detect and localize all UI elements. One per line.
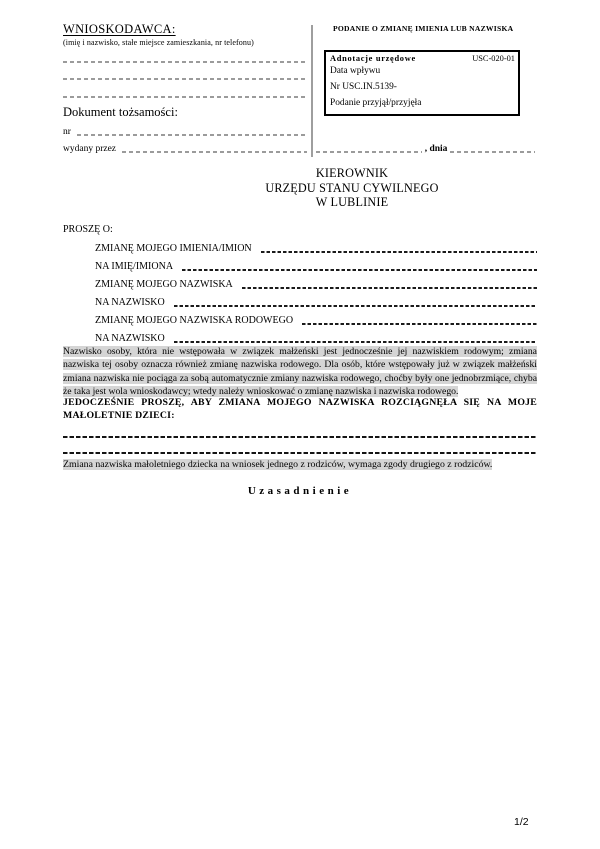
request-item-new-first-name: NA IMIĘ/IMIONA (95, 261, 537, 273)
request-item-change-surname: ZMIANĘ MOJEGO NAZWISKA (95, 279, 537, 291)
children-fill-line-1 (63, 436, 537, 438)
id-number-label: nr (63, 127, 71, 137)
applicant-subheading: (imię i nazwisko, stałe miejsce zamieszkania, nr telefonu) (63, 38, 254, 47)
applicant-heading: WNIOSKODAWCA: (63, 22, 176, 36)
annotation-row-received-by: Podanie przyjął/przyjęła (330, 98, 422, 108)
children-consent-note: Zmiana nazwiska małoletniego dziecka na wniosek jednego z rodziców, wymaga zgody drugiego z rodziców. (63, 459, 493, 470)
addressee-line-3: W LUBLINIE (315, 195, 389, 210)
date-fill-line (450, 151, 535, 153)
form-code: USC-020-01 (472, 54, 515, 63)
page-number: 1/2 (514, 816, 529, 828)
issued-by-fill-line (122, 151, 307, 153)
addressee-heading (232, 166, 472, 210)
addressee-line-2: URZĘDU STANU CYWILNEGO (265, 180, 439, 195)
addressee-line-1: KIEROWNIK (315, 166, 389, 180)
id-number-fill-line (77, 134, 307, 136)
request-intro: PROSZĘ O: (63, 224, 113, 235)
change-first-name-fill-line (261, 251, 537, 253)
request-item-change-first-name: ZMIANĘ MOJEGO IMIENIA/IMION (95, 243, 537, 255)
applicant-fill-line-1 (63, 61, 307, 63)
maiden-name-note: Nazwisko osoby, która nie wstępowała w związek małżeński jest jednocześnie jej nazwiskiem rodowym; zmiana nazwiska tej osoby oznacza również zmianę nazwiska rodowego. Dla osób, które wstępowały już w związek małżeński zmiana nazwiska nie pociąga za sobą automatycznie zmiany nazwiska rodowego, choćby były one jednobrzmiące, chyba że taka jest wola wnioskodawcy; wtedy należy wnioskować o zmianę nazwiska i nazwiska rodowego. (63, 346, 537, 397)
request-list (95, 243, 537, 351)
new-first-name-fill-line (182, 269, 537, 271)
request-item-change-maiden-name: ZMIANĘ MOJEGO NAZWISKA RODOWEGO (95, 315, 537, 327)
annotation-row-case-number: Nr USC.IN.5139- (330, 82, 397, 92)
date-label: , dnia (424, 144, 448, 154)
change-maiden-name-fill-line (302, 323, 537, 325)
identity-document-heading: Dokument tożsamości: (63, 105, 178, 119)
change-surname-fill-line (242, 287, 537, 289)
column-divider-line (311, 25, 313, 157)
issued-by-label: wydany przez (63, 144, 117, 154)
applicant-fill-line-3 (63, 96, 307, 98)
children-fill-line-2 (63, 452, 537, 454)
annotation-row-date-received: Data wpływu (330, 66, 381, 76)
form-title: PODANIE O ZMIANĘ IMIENIA LUB NAZWISKA (333, 24, 514, 33)
new-maiden-name-fill-line (174, 341, 537, 343)
new-surname-fill-line (174, 305, 537, 307)
annotations-box-title: Adnotacje urzędowe (330, 54, 416, 63)
place-fill-line (316, 151, 422, 153)
official-annotations-box (324, 50, 520, 116)
applicant-fill-line-2 (63, 78, 307, 80)
children-extension-request: JEDOCZEŚNIE PROSZĘ, ABY ZMIANA MOJEGO NAZWISKA ROZCIĄGNĘŁA SIĘ NA MOJE MAŁOLETNIE DZIECI: (63, 397, 537, 421)
request-item-new-maiden-name: NA NAZWISKO (95, 333, 537, 345)
request-item-new-surname: NA NAZWISKO (95, 297, 537, 309)
justification-heading: Uzasadnienie (247, 485, 353, 497)
